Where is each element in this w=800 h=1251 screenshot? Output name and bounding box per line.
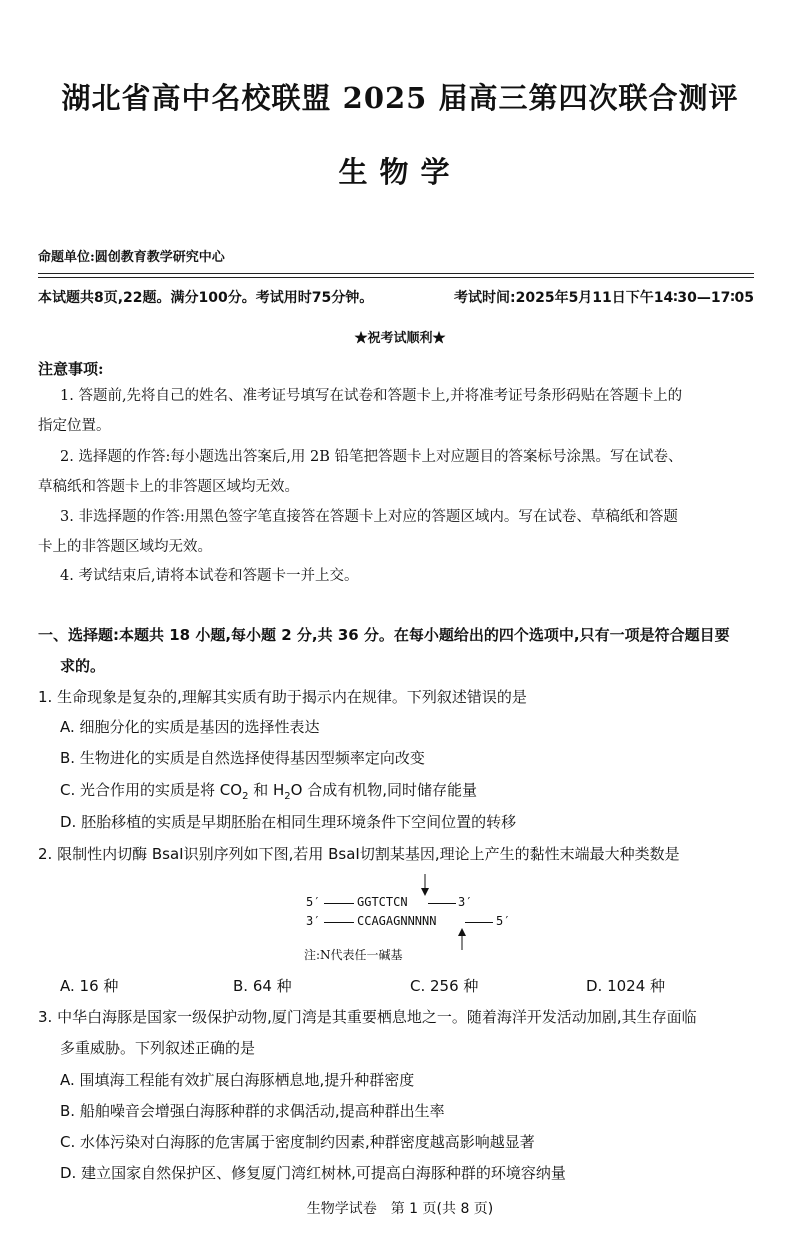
option-c-text-3: O 合成有机物,同时储存能量 bbox=[290, 781, 477, 799]
cut-arrows bbox=[300, 868, 530, 958]
bottom-strand-3-prime: 3′ bbox=[306, 914, 321, 928]
question-3-option-a: A. 围填海工程能有效扩展白海豚栖息地,提升种群密度 bbox=[60, 1071, 415, 1089]
question-1-option-c bbox=[60, 779, 477, 802]
page-footer: 生物学试卷 第 1 页(共 8 页) bbox=[306, 1201, 494, 1217]
option-c-text-1: C. 光合作用的实质是将 CO bbox=[60, 781, 243, 799]
note-2-line-1: 2. 选择题的作答:每小题选出答案后,用 2B 铅笔把答题卡上对应题目的答案标号涂黑。写在试卷、 bbox=[60, 449, 683, 465]
option-c-text-2: 和 H bbox=[248, 781, 285, 799]
co2-subscript: 2 bbox=[242, 791, 249, 802]
bottom-strand-left-line bbox=[324, 922, 354, 923]
question-3-option-b: B. 船舶噪音会增强白海豚种群的求偶活动,提高种群出生率 bbox=[60, 1102, 445, 1120]
note-4: 4. 考试结束后,请将本试卷和答题卡一并上交。 bbox=[60, 568, 359, 584]
question-3-stem-cont: 多重威胁。下列叙述正确的是 bbox=[60, 1039, 256, 1057]
top-strand-left-line bbox=[324, 903, 354, 904]
section-1-instructions: 一、选择题:本题共 18 小题,每小题 2 分,共 36 分。在每小题给出的四个选项中,只有一项是符合题目要 bbox=[38, 626, 730, 644]
good-luck-banner: ★祝考试顺利★ bbox=[354, 331, 446, 346]
header-divider-thick bbox=[38, 273, 754, 274]
question-2-stem: 2. 限制性内切酶 BsaⅠ识别序列如下图,若用 BsaⅠ切割某基因,理论上产生的黏性末端最大种类数是 bbox=[38, 845, 680, 863]
top-strand-5-prime: 5′ bbox=[306, 895, 321, 909]
note-1-line-2: 指定位置。 bbox=[38, 418, 111, 434]
note-3-line-1: 3. 非选择题的作答:用黑色签字笔直接答在答题卡上对应的答题区域内。写在试卷、草稿纸和答题 bbox=[60, 509, 678, 525]
bottom-strand-5-prime: 5′ bbox=[496, 914, 511, 928]
exam-time: 考试时间:2025年5月11日下午14∶30—17∶05 bbox=[454, 290, 754, 306]
subject-title: 生物学 bbox=[338, 155, 462, 189]
question-1-option-d: D. 胚胎移植的实质是早期胚胎在相同生理环境条件下空间位置的转移 bbox=[60, 813, 517, 831]
question-3-option-c: C. 水体污染对白海豚的危害属于密度制约因素,种群密度越高影响越显著 bbox=[60, 1133, 535, 1151]
question-2-option-b: B. 64 种 bbox=[233, 977, 292, 995]
top-strand-sequence: GGTCTCN bbox=[357, 895, 408, 909]
question-2-option-a: A. 16 种 bbox=[60, 977, 119, 995]
exam-title: 湖北省高中名校联盟 2025 届高三第四次联合测评 bbox=[61, 81, 739, 115]
top-strand-right-line bbox=[428, 903, 456, 904]
bottom-strand-right-line bbox=[465, 922, 493, 923]
h2o-subscript: 2 bbox=[284, 791, 291, 802]
question-2-option-c: C. 256 种 bbox=[410, 977, 479, 995]
question-1-stem: 1. 生命现象是复杂的,理解其实质有助于揭示内在规律。下列叙述错误的是 bbox=[38, 688, 527, 706]
notes-heading: 注意事项: bbox=[38, 360, 104, 378]
header-divider-thin bbox=[38, 277, 754, 278]
note-3-line-2: 卡上的非答题区域均无效。 bbox=[38, 539, 212, 555]
question-2-option-d: D. 1024 种 bbox=[586, 977, 666, 995]
top-strand-3-prime: 3′ bbox=[458, 895, 473, 909]
bottom-strand-sequence: CCAGAGNNNNN bbox=[357, 914, 437, 928]
question-3-option-d: D. 建立国家自然保护区、修复厦门湾红树林,可提高白海豚种群的环境容纳量 bbox=[60, 1164, 566, 1182]
question-3-stem: 3. 中华白海豚是国家一级保护动物,厦门湾是其重要栖息地之一。随着海洋开发活动加剧,其生存面临 bbox=[38, 1008, 697, 1026]
section-1-instructions-cont: 求的。 bbox=[60, 657, 106, 675]
note-1-line-1: 1. 答题前,先将自己的姓名、准考证号填写在试卷和答题卡上,并将准考证号条形码贴在答题卡上的 bbox=[60, 388, 683, 404]
question-1-option-b: B. 生物进化的实质是自然选择使得基因型频率定向改变 bbox=[60, 749, 425, 767]
exam-info: 本试题共8页,22题。满分100分。考试用时75分钟。 bbox=[38, 290, 374, 306]
question-1-option-a: A. 细胞分化的实质是基因的选择性表达 bbox=[60, 718, 320, 736]
author-unit: 命题单位:圆创教育教学研究中心 bbox=[38, 250, 225, 265]
dna-figure bbox=[300, 868, 530, 958]
dna-figure-note: 注:N代表任一碱基 bbox=[304, 948, 403, 962]
note-2-line-2: 草稿纸和答题卡上的非答题区域均无效。 bbox=[38, 479, 299, 495]
